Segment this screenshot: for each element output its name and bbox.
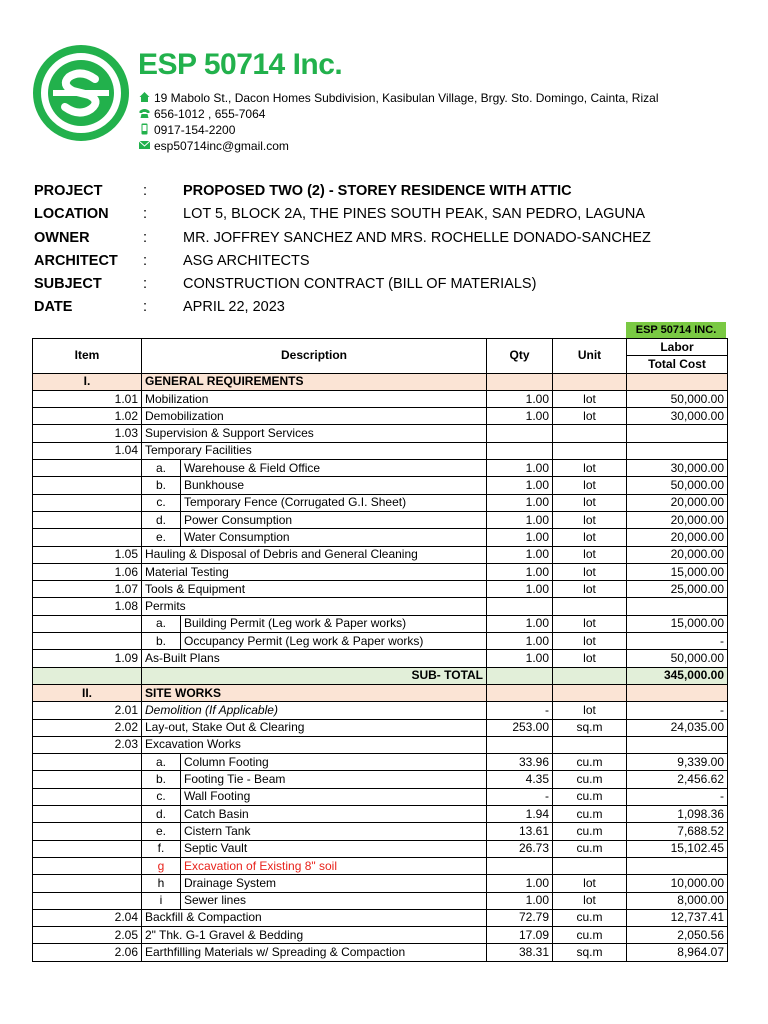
item-cell <box>33 529 142 546</box>
item-number: 1.05 <box>33 546 142 563</box>
unit-cell: lot <box>553 615 627 632</box>
table-subrow <box>33 633 728 650</box>
item-cell <box>33 788 142 805</box>
sub-letter: c. <box>142 494 181 511</box>
sub-letter: d. <box>142 511 181 528</box>
sub-letter: a. <box>142 754 181 771</box>
table-subrow <box>33 529 728 546</box>
unit-cell <box>553 373 627 390</box>
info-label: DATE <box>34 299 73 316</box>
item-number: 1.01 <box>33 390 142 407</box>
section-title: SITE WORKS <box>142 684 487 701</box>
table-subrow <box>33 788 728 805</box>
unit-cell: lot <box>553 875 627 892</box>
unit-cell: lot <box>553 892 627 909</box>
qty-cell <box>487 442 553 459</box>
item-cell <box>33 892 142 909</box>
item-number: 1.02 <box>33 408 142 425</box>
info-colon: : <box>143 276 148 293</box>
contractor-label: ESP 50714 INC. <box>626 322 726 338</box>
qty-cell: 26.73 <box>487 840 553 857</box>
table-subrow <box>33 771 728 788</box>
table-subrow <box>33 460 728 477</box>
table-row <box>33 598 728 615</box>
bill-of-materials-table <box>32 338 728 962</box>
unit-cell <box>553 442 627 459</box>
info-value: PROPOSED TWO (2) - STOREY RESIDENCE WITH ATTIC <box>183 183 572 199</box>
unit-cell <box>553 425 627 442</box>
table-subrow <box>33 754 728 771</box>
header-item: Item <box>33 339 142 374</box>
total-cell: 12,737.41 <box>627 909 728 926</box>
home-icon <box>138 91 151 103</box>
item-description: Footing Tie - Beam <box>181 771 487 788</box>
item-number: 1.09 <box>33 650 142 667</box>
total-cell <box>627 857 728 874</box>
item-cell <box>33 633 142 650</box>
total-cell: 50,000.00 <box>627 390 728 407</box>
table-row <box>33 408 728 425</box>
item-description: Earthfilling Materials w/ Spreading & Compaction <box>142 944 487 961</box>
unit-cell: cu.m <box>553 771 627 788</box>
qty-cell: 1.00 <box>487 650 553 667</box>
sub-letter: a. <box>142 460 181 477</box>
table-subrow <box>33 477 728 494</box>
sub-letter: g <box>142 857 181 874</box>
unit-cell <box>553 667 627 684</box>
sub-letter: a. <box>142 615 181 632</box>
total-cell: 30,000.00 <box>627 408 728 425</box>
qty-cell: 1.00 <box>487 615 553 632</box>
qty-cell <box>487 736 553 753</box>
unit-cell: lot <box>553 650 627 667</box>
info-colon: : <box>143 299 148 316</box>
item-cell <box>33 460 142 477</box>
qty-cell: 1.00 <box>487 460 553 477</box>
item-number: 1.04 <box>33 442 142 459</box>
item-cell <box>33 806 142 823</box>
unit-cell: lot <box>553 581 627 598</box>
total-cell: 8,964.07 <box>627 944 728 961</box>
total-cell: 15,000.00 <box>627 563 728 580</box>
table-row <box>33 909 728 926</box>
total-cell: 20,000.00 <box>627 511 728 528</box>
item-description: Column Footing <box>181 754 487 771</box>
item-description: Hauling & Disposal of Debris and General Cleaning <box>142 546 487 563</box>
total-cell: 2,456.62 <box>627 771 728 788</box>
table-row <box>33 442 728 459</box>
item-number: 1.08 <box>33 598 142 615</box>
mobile-text: 0917-154-2200 <box>154 123 236 137</box>
info-value: APRIL 22, 2023 <box>183 299 285 316</box>
qty-cell <box>487 598 553 615</box>
sub-letter: c. <box>142 788 181 805</box>
item-cell <box>33 494 142 511</box>
qty-cell: 1.00 <box>487 892 553 909</box>
item-cell <box>33 857 142 874</box>
item-number: 1.06 <box>33 563 142 580</box>
qty-cell <box>487 667 553 684</box>
item-description: Catch Basin <box>181 806 487 823</box>
item-description: Water Consumption <box>181 529 487 546</box>
qty-cell: 1.00 <box>487 529 553 546</box>
unit-cell: cu.m <box>553 840 627 857</box>
total-cell: 24,035.00 <box>627 719 728 736</box>
qty-cell: 1.00 <box>487 390 553 407</box>
unit-cell: sq.m <box>553 944 627 961</box>
qty-cell: 13.61 <box>487 823 553 840</box>
unit-cell: cu.m <box>553 806 627 823</box>
unit-cell: cu.m <box>553 754 627 771</box>
mobile-phone-icon <box>138 123 151 135</box>
item-description: Power Consumption <box>181 511 487 528</box>
item-description: As-Built Plans <box>142 650 487 667</box>
total-cell: 25,000.00 <box>627 581 728 598</box>
item-number: 2.05 <box>33 927 142 944</box>
sub-letter: h <box>142 875 181 892</box>
item-description: Demobilization <box>142 408 487 425</box>
item-cell <box>33 615 142 632</box>
email-text: esp50714inc@gmail.com <box>154 139 289 153</box>
qty-cell: - <box>487 702 553 719</box>
qty-cell: 4.35 <box>487 771 553 788</box>
info-value: LOT 5, BLOCK 2A, THE PINES SOUTH PEAK, SAN PEDRO, LAGUNA <box>183 206 645 223</box>
info-label: SUBJECT <box>34 276 102 293</box>
item-description: Excavation Works <box>142 736 487 753</box>
item-cell <box>33 840 142 857</box>
total-cell <box>627 684 728 701</box>
item-number: 2.03 <box>33 736 142 753</box>
qty-cell <box>487 684 553 701</box>
item-description: Lay-out, Stake Out & Clearing <box>142 719 487 736</box>
item-description: Occupancy Permit (Leg work & Paper works) <box>181 633 487 650</box>
item-description: Permits <box>142 598 487 615</box>
unit-cell <box>553 736 627 753</box>
table-row <box>33 581 728 598</box>
item-number: 2.06 <box>33 944 142 961</box>
qty-cell <box>487 857 553 874</box>
unit-cell: cu.m <box>553 823 627 840</box>
item-description: Septic Vault <box>181 840 487 857</box>
unit-cell <box>553 684 627 701</box>
qty-cell: 17.09 <box>487 927 553 944</box>
item-description: Temporary Fence (Corrugated G.I. Sheet) <box>181 494 487 511</box>
total-cell: 15,102.45 <box>627 840 728 857</box>
total-cell: - <box>627 788 728 805</box>
subtotal-row <box>33 667 728 684</box>
email-line <box>138 138 289 154</box>
unit-cell: lot <box>553 546 627 563</box>
item-cell <box>33 823 142 840</box>
item-description: Tools & Equipment <box>142 581 487 598</box>
address-line <box>138 90 658 106</box>
item-description: Drainage System <box>181 875 487 892</box>
info-label: PROJECT <box>34 183 103 199</box>
unit-cell: cu.m <box>553 909 627 926</box>
item-cell <box>33 875 142 892</box>
total-cell: - <box>627 633 728 650</box>
unit-cell: sq.m <box>553 719 627 736</box>
item-cell <box>33 754 142 771</box>
item-number: 2.01 <box>33 702 142 719</box>
total-cell: 8,000.00 <box>627 892 728 909</box>
qty-cell: 33.96 <box>487 754 553 771</box>
table-row <box>33 944 728 961</box>
table-subrow <box>33 875 728 892</box>
sub-letter: d. <box>142 806 181 823</box>
address-text: 19 Mabolo St., Dacon Homes Subdivision, Kasibulan Village, Brgy. Sto. Domingo, Cainta, Rizal <box>154 91 659 105</box>
mobile-line <box>138 122 235 138</box>
total-cell: 20,000.00 <box>627 529 728 546</box>
item-description: Bunkhouse <box>181 477 487 494</box>
table-row <box>33 425 728 442</box>
qty-cell: 38.31 <box>487 944 553 961</box>
unit-cell: lot <box>553 477 627 494</box>
unit-cell: lot <box>553 408 627 425</box>
table-subrow <box>33 840 728 857</box>
qty-cell: 1.00 <box>487 494 553 511</box>
item-description: Backfill & Compaction <box>142 909 487 926</box>
item-description: Cistern Tank <box>181 823 487 840</box>
sub-letter: f. <box>142 840 181 857</box>
section-title: GENERAL REQUIREMENTS <box>142 373 487 390</box>
unit-cell: lot <box>553 494 627 511</box>
table-subrow <box>33 857 728 874</box>
qty-cell: - <box>487 788 553 805</box>
unit-cell: lot <box>553 460 627 477</box>
qty-cell <box>487 373 553 390</box>
info-label: OWNER <box>34 229 90 246</box>
email-icon <box>138 139 151 151</box>
sub-letter: e. <box>142 529 181 546</box>
total-cell: 1,098.36 <box>627 806 728 823</box>
total-cell <box>627 736 728 753</box>
item-description: Supervision & Support Services <box>142 425 487 442</box>
info-colon: : <box>143 206 148 223</box>
item-description: 2" Thk. G-1 Gravel & Bedding <box>142 927 487 944</box>
table-subrow <box>33 823 728 840</box>
table-row <box>33 927 728 944</box>
unit-cell: lot <box>553 633 627 650</box>
item-number: 1.07 <box>33 581 142 598</box>
qty-cell: 1.00 <box>487 633 553 650</box>
qty-cell: 1.00 <box>487 511 553 528</box>
section-number: I. <box>33 373 142 390</box>
total-cell: 50,000.00 <box>627 650 728 667</box>
qty-cell: 1.00 <box>487 408 553 425</box>
total-cell: 50,000.00 <box>627 477 728 494</box>
item-description: Temporary Facilities <box>142 442 487 459</box>
item-number: 1.03 <box>33 425 142 442</box>
subtotal-value: 345,000.00 <box>627 667 728 684</box>
item-description: Sewer lines <box>181 892 487 909</box>
total-cell <box>627 442 728 459</box>
item-number: 2.04 <box>33 909 142 926</box>
header-labor: Labor <box>627 339 728 356</box>
total-cell <box>627 598 728 615</box>
item-number: 2.02 <box>33 719 142 736</box>
unit-cell: lot <box>553 511 627 528</box>
total-cell: 10,000.00 <box>627 875 728 892</box>
info-label: LOCATION <box>34 206 109 223</box>
info-colon: : <box>143 252 148 269</box>
table-row <box>33 650 728 667</box>
qty-cell: 1.00 <box>487 563 553 580</box>
total-cell: - <box>627 702 728 719</box>
info-label: ARCHITECT <box>34 252 118 269</box>
header-unit: Unit <box>553 339 627 374</box>
total-cell: 15,000.00 <box>627 615 728 632</box>
total-cell: 30,000.00 <box>627 460 728 477</box>
table-row <box>33 719 728 736</box>
unit-cell: cu.m <box>553 788 627 805</box>
subtotal-label: SUB- TOTAL <box>142 667 487 684</box>
total-cell: 2,050.56 <box>627 927 728 944</box>
table-subrow <box>33 511 728 528</box>
table-row <box>33 546 728 563</box>
item-description: Warehouse & Field Office <box>181 460 487 477</box>
item-description: Excavation of Existing 8" soil <box>181 857 487 874</box>
unit-cell: cu.m <box>553 927 627 944</box>
sub-letter: b. <box>142 477 181 494</box>
qty-cell: 1.94 <box>487 806 553 823</box>
table-row <box>33 563 728 580</box>
qty-cell: 72.79 <box>487 909 553 926</box>
table-subrow <box>33 806 728 823</box>
qty-cell: 1.00 <box>487 875 553 892</box>
total-cell: 7,688.52 <box>627 823 728 840</box>
table-subrow <box>33 615 728 632</box>
table-subrow <box>33 892 728 909</box>
table-row <box>33 702 728 719</box>
total-cell: 20,000.00 <box>627 494 728 511</box>
section-row <box>33 684 728 701</box>
item-description: Wall Footing <box>181 788 487 805</box>
total-cell <box>627 425 728 442</box>
qty-cell: 1.00 <box>487 546 553 563</box>
table-subrow <box>33 494 728 511</box>
total-cell: 20,000.00 <box>627 546 728 563</box>
sub-letter: b. <box>142 771 181 788</box>
sub-letter: e. <box>142 823 181 840</box>
unit-cell: lot <box>553 563 627 580</box>
unit-cell <box>553 857 627 874</box>
item-description: Material Testing <box>142 563 487 580</box>
info-colon: : <box>143 183 148 199</box>
section-number: II. <box>33 684 142 701</box>
total-cell: 9,339.00 <box>627 754 728 771</box>
header-description: Description <box>142 339 487 374</box>
item-cell <box>33 511 142 528</box>
qty-cell: 253.00 <box>487 719 553 736</box>
item-cell <box>33 477 142 494</box>
info-value: MR. JOFFREY SANCHEZ AND MRS. ROCHELLE DONADO-SANCHEZ <box>183 229 651 246</box>
sub-letter: b. <box>142 633 181 650</box>
unit-cell: lot <box>553 529 627 546</box>
header-qty: Qty <box>487 339 553 374</box>
unit-cell: lot <box>553 702 627 719</box>
table-row <box>33 736 728 753</box>
unit-cell: lot <box>553 390 627 407</box>
phone-text: 656-1012 , 655-7064 <box>154 107 266 121</box>
phone-line <box>138 106 265 122</box>
info-colon: : <box>143 229 148 246</box>
unit-cell <box>553 598 627 615</box>
item-description: Mobilization <box>142 390 487 407</box>
info-value: CONSTRUCTION CONTRACT (BILL OF MATERIALS) <box>183 276 537 293</box>
item-cell <box>33 771 142 788</box>
qty-cell <box>487 425 553 442</box>
total-cell <box>627 373 728 390</box>
item-description: Building Permit (Leg work & Paper works) <box>181 615 487 632</box>
sub-letter: i <box>142 892 181 909</box>
phone-icon <box>138 107 151 119</box>
qty-cell: 1.00 <box>487 477 553 494</box>
company-name: ESP 50714 Inc. <box>138 48 343 81</box>
item-cell <box>33 667 142 684</box>
section-row <box>33 373 728 390</box>
company-logo-icon <box>33 45 129 141</box>
header-total-cost: Total Cost <box>627 356 728 373</box>
qty-cell: 1.00 <box>487 581 553 598</box>
item-description: Demolition (If Applicable) <box>142 702 487 719</box>
info-value: ASG ARCHITECTS <box>183 252 310 269</box>
table-row <box>33 390 728 407</box>
